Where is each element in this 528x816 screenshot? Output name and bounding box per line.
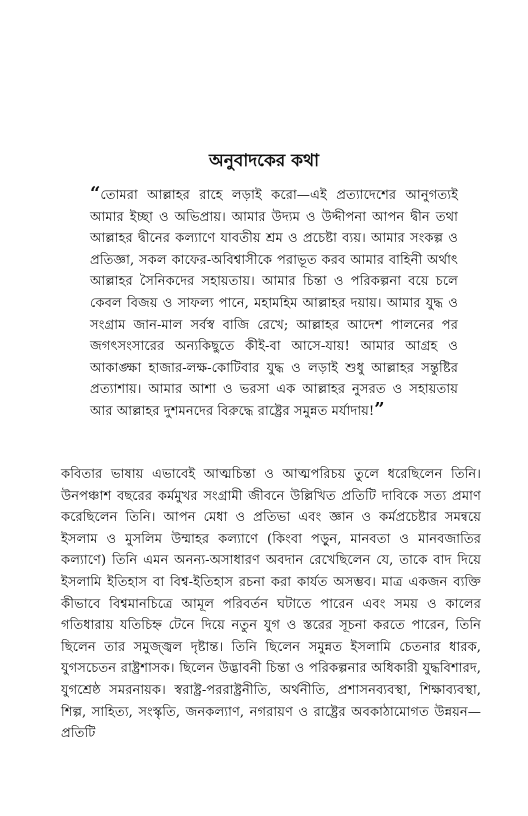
open-quote-mark: “	[90, 183, 101, 204]
quote-text: তোমরা আল্লাহর রাহে লড়াই করো—এই প্রত্যাদেশের আনুগত্যই আমার ইচ্ছা ও অভিপ্রায়। আমার উদ্যম ও উদ্দীপনা আপন দ্বীন তথা আল্লাহর দ্বীনের কল্যাণে যাবতীয় শ্রম ও প্রচেষ্টা ব্যয়। আমার সংকল্প ও প্রতিজ্ঞা, সকল কাফের-অবিশ্বাসীকে পরাভূত করব আমার বাহিনী অর্থাৎ আল্লাহর সৈনিকদের সহায়তায়। আমার চিন্তা ও পরিকল্পনা বয়ে চলে কেবল বিজয় ও সাফল্য পানে, মহামহিম আল্লাহর দয়ায়। আমার যুদ্ধ ও সংগ্রাম জান-মাল সর্বস্ব বাজি রেখে; আল্লাহর আদেশ পালনের পর জগৎসংসারের অন্যকিছুতে কীই-বা আসে-যায়! আমার আগ্রহ ও আকাঙ্ক্ষা হাজার-লক্ষ-কোটিবার যুদ্ধ ও লড়াই শুধু আল্লাহর সন্তুষ্টির প্রত্যাশায়। আমার আশা ও ভরসা এক আল্লাহর নুসরত ও সহায়তায় আর আল্লাহর দুশমনদের বিরুদ্ধে রাষ্ট্রের সমুন্নত মর্যাদায়!	[90, 188, 458, 419]
close-quote-mark: ”	[374, 398, 385, 420]
body-paragraph: কবিতার ভাষায় এভাবেই আত্মচিন্তা ও আত্মপরিচয় তুলে ধরেছিলেন তিনি। উনপঞ্চাশ বছরের কর্মমুখর সংগ্রামী জীবনে উল্লিখিত প্রতিটি দাবিকে সত্য প্রমাণ করেছিলেন তিনি। আপন মেধা ও প্রতিভা এবং জ্ঞান ও কর্মপ্রচেষ্টার সমন্বয়ে ইসলাম ও মুসলিম উম্মাহর কল্যাণে (কিংবা পড়ুন, মানবতা ও মানবজাতির কল্যাণে) তিনি এমন অনন্য-অসাধারণ অবদান রেখেছিলেন যে, তাকে বাদ দিয়ে ইসলামি ইতিহাস বা বিশ্ব-ইতিহাস রচনা করা কার্যত অসম্ভব। মাত্র একজন ব্যক্তি কীভাবে বিশ্বমানচিত্রে আমূল পরিবর্তন ঘটাতে পারেন এবং সময় ও কালের গতিধারায় যতিচিহ্ন টেনে দিয়ে নতুন যুগ ও স্তরের সূচনা করতে পারেন, তিনি ছিলেন তার সমুজ্জ্বল দৃষ্টান্ত। তিনি ছিলেন সমুন্নত ইসলামি চেতনার ধারক, যুগসচেতন রাষ্ট্রশাসক। ছিলেন উদ্ভাবনী চিন্তা ও পরিকল্পনার অধিকারী যুদ্ধবিশারদ, যুগশ্রেষ্ঠ সমরনায়ক। স্বরাষ্ট্র-পররাষ্ট্রনীতি, অর্থনীতি, প্রশাসনব্যবস্থা, শিক্ষাব্যবস্থা, শিল্প, সাহিত্য, সংস্কৃতি, জনকল্যাণ, নগরায়ণ ও রাষ্ট্রের অবকাঠামোগত উন্নয়ন—প্রতিটি	[61, 467, 481, 742]
page-heading: অনুবাদকের কথা	[208, 151, 320, 171]
opening-quote-block	[90, 185, 458, 423]
